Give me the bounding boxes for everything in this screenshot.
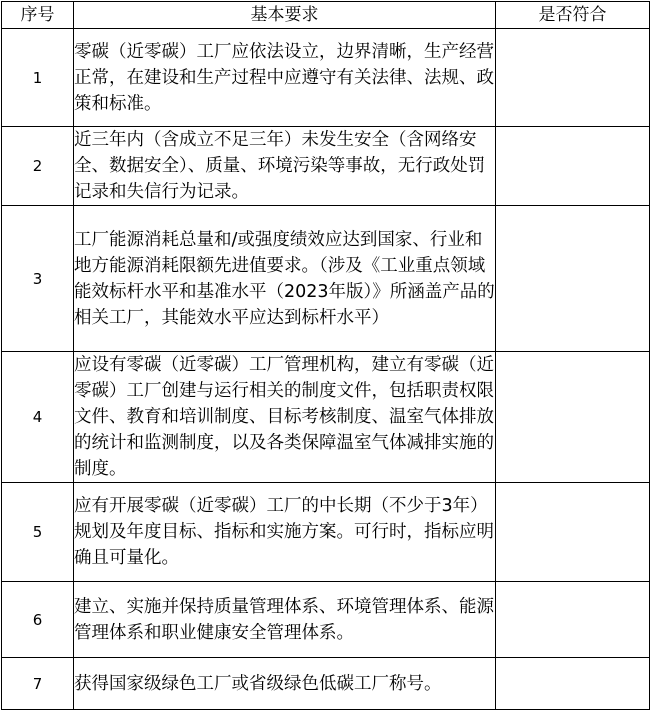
row-requirement: 工厂能源消耗总量和/或强度绩效应达到国家、行业和地方能源消耗限额先进值要求。（涉及《工业重点领域能效标杆水平和基准水平（2023年版）》所涵盖产品的相关工厂，其能效水平应达到标杆水平） [74, 206, 496, 352]
table-header-row [2, 2, 650, 29]
table-row [2, 206, 650, 352]
header-requirement: 基本要求 [74, 2, 496, 29]
row-index: 1 [2, 29, 74, 127]
row-requirement: 建立、实施并保持质量管理体系、环境管理体系、能源管理体系和职业健康安全管理体系。 [74, 582, 496, 658]
row-index: 3 [2, 206, 74, 352]
row-index: 2 [2, 127, 74, 206]
row-requirement: 零碳（近零碳）工厂应依法设立，边界清晰，生产经营正常，在建设和生产过程中应遵守有关法律、法规、政策和标准。 [74, 29, 496, 127]
row-compliance-cell[interactable] [496, 483, 650, 582]
row-compliance-cell[interactable] [496, 658, 650, 710]
row-index: 5 [2, 483, 74, 582]
header-index: 序号 [2, 2, 74, 29]
table-row [2, 127, 650, 206]
table-row [2, 29, 650, 127]
row-compliance-cell[interactable] [496, 29, 650, 127]
requirements-table [1, 1, 650, 710]
table-row [2, 658, 650, 710]
row-requirement: 应有开展零碳（近零碳）工厂的中长期（不少于3年）规划及年度目标、指标和实施方案。可行时，指标应明确且可量化。 [74, 483, 496, 582]
table-row [2, 483, 650, 582]
row-compliance-cell[interactable] [496, 352, 650, 483]
row-index: 4 [2, 352, 74, 483]
row-compliance-cell[interactable] [496, 582, 650, 658]
row-index: 6 [2, 582, 74, 658]
row-compliance-cell[interactable] [496, 127, 650, 206]
table-row [2, 582, 650, 658]
row-requirement: 近三年内（含成立不足三年）未发生安全（含网络安全、数据安全）、质量、环境污染等事故，无行政处罚记录和失信行为记录。 [74, 127, 496, 206]
row-requirement: 应设有零碳（近零碳）工厂管理机构，建立有零碳（近零碳）工厂创建与运行相关的制度文件，包括职责权限文件、教育和培训制度、目标考核制度、温室气体排放的统计和监测制度，以及各类保障温室气体减排实施的制度。 [74, 352, 496, 483]
row-index: 7 [2, 658, 74, 710]
table-row [2, 352, 650, 483]
row-requirement: 获得国家级绿色工厂或省级绿色低碳工厂称号。 [74, 658, 496, 710]
header-compliance: 是否符合 [496, 2, 650, 29]
row-compliance-cell[interactable] [496, 206, 650, 352]
